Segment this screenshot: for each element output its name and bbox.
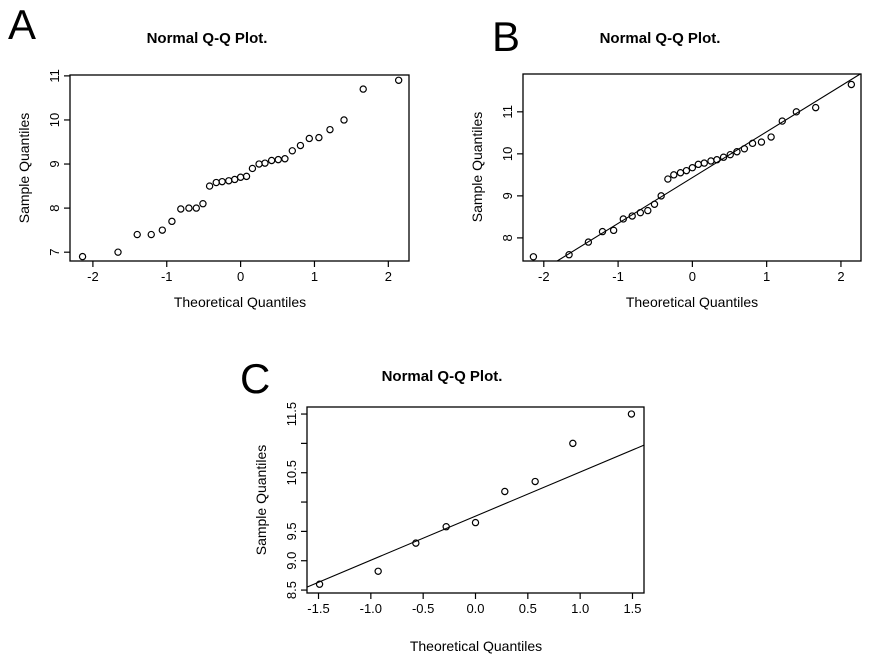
data-point	[502, 488, 508, 494]
qq-plot-chart-a	[0, 0, 440, 330]
data-point	[148, 231, 154, 237]
y-tick-label: 9.0	[284, 551, 299, 570]
y-tick-label: 11	[47, 69, 62, 83]
data-point	[472, 519, 478, 525]
data-point	[651, 201, 657, 207]
x-axis-label-b: Theoretical Quantiles	[625, 294, 759, 310]
qq-plot-panel-a	[0, 0, 440, 330]
data-point	[226, 178, 232, 184]
data-point	[213, 179, 219, 185]
x-tick-label: 0.5	[518, 601, 537, 616]
y-tick-label: 11.5	[284, 401, 299, 427]
x-tick-label: -2	[538, 269, 550, 284]
data-point	[683, 168, 689, 174]
data-point	[159, 227, 165, 233]
panel-letter-b: B	[492, 13, 521, 60]
data-point	[79, 253, 85, 259]
data-point	[532, 478, 538, 484]
data-point	[645, 207, 651, 213]
data-point	[219, 179, 225, 185]
x-tick-label: 1	[310, 269, 319, 284]
data-point	[813, 105, 819, 111]
y-tick-label: 10	[500, 146, 515, 162]
reference-line	[557, 74, 860, 261]
data-point	[297, 142, 303, 148]
chart-title-a: Normal Q-Q Plot.	[146, 30, 268, 47]
y-tick-label: 7	[47, 248, 62, 256]
x-tick-label: 1	[763, 269, 771, 284]
data-point	[570, 440, 576, 446]
data-point	[396, 77, 402, 83]
data-point	[677, 170, 683, 176]
data-point	[628, 411, 634, 417]
data-point	[186, 205, 192, 211]
y-tick-label: 8	[47, 204, 62, 212]
data-point	[758, 139, 764, 145]
x-axis-label-c: Theoretical Quantiles	[409, 638, 543, 654]
data-point	[637, 210, 643, 216]
y-tick-label: 10.5	[284, 460, 299, 486]
x-tick-label: -1	[612, 269, 624, 284]
data-point	[749, 140, 755, 146]
data-point	[768, 134, 774, 140]
plot-box	[523, 74, 861, 261]
panel-letter-c: C	[240, 355, 271, 402]
x-axis-label-a: Theoretical Quantiles	[173, 294, 307, 310]
data-point	[115, 249, 121, 255]
data-point	[200, 201, 206, 207]
y-tick-label: 8.5	[284, 581, 299, 600]
data-point	[178, 206, 184, 212]
y-tick-label: 11	[500, 105, 515, 119]
data-point	[306, 135, 312, 141]
data-point	[611, 227, 617, 233]
plot-box	[307, 407, 644, 593]
data-point	[530, 254, 536, 260]
data-point	[243, 173, 249, 179]
data-point	[327, 127, 333, 133]
x-tick-label: -1.0	[359, 601, 383, 616]
data-point	[275, 157, 281, 163]
data-point	[134, 231, 140, 237]
data-point	[206, 183, 212, 189]
data-point	[169, 218, 175, 224]
data-point	[289, 148, 295, 154]
qq-plot-panel-b	[432, 0, 872, 330]
data-point	[232, 176, 238, 182]
data-point	[282, 156, 288, 162]
y-axis-label-a: Sample Quantiles	[16, 112, 32, 224]
data-point	[256, 161, 262, 167]
y-axis-label-b: Sample Quantiles	[469, 111, 485, 223]
qq-plot-panel-c	[216, 330, 656, 659]
x-tick-label: 1.0	[571, 601, 590, 616]
x-tick-label: -1.5	[307, 601, 330, 616]
data-point	[665, 176, 671, 182]
chart-title-c: Normal Q-Q Plot.	[381, 368, 503, 385]
data-point	[741, 146, 747, 152]
y-tick-label: 9	[47, 160, 62, 168]
data-point	[701, 160, 707, 166]
x-tick-label: 1.5	[623, 601, 642, 616]
data-point	[671, 172, 677, 178]
data-point	[262, 160, 268, 166]
data-point	[360, 86, 366, 92]
x-tick-label: -1	[160, 269, 173, 284]
y-tick-label: 8	[500, 234, 515, 242]
data-point	[316, 134, 322, 140]
panel-letter-a: A	[8, 1, 37, 48]
x-tick-label: 0	[688, 269, 696, 284]
data-point	[689, 165, 695, 171]
chart-title-b: Normal Q-Q Plot.	[599, 30, 721, 47]
y-axis-label-c: Sample Quantiles	[253, 444, 269, 556]
data-point	[193, 205, 199, 211]
x-tick-label: 0	[236, 269, 245, 284]
data-point	[695, 161, 701, 167]
data-point	[341, 117, 347, 123]
x-tick-label: -2	[87, 269, 99, 284]
y-tick-label: 10	[47, 112, 62, 128]
x-tick-label: 2	[384, 269, 392, 284]
data-point	[249, 165, 255, 171]
data-point	[238, 174, 244, 180]
x-tick-label: 0.0	[466, 601, 485, 616]
plot-box	[70, 75, 409, 261]
data-point	[269, 157, 275, 163]
y-tick-label: 9.5	[284, 522, 299, 541]
y-tick-label: 9	[500, 192, 515, 200]
x-tick-label: 2	[837, 269, 845, 284]
data-point	[375, 568, 381, 574]
data-point	[848, 81, 854, 87]
data-point	[708, 158, 714, 164]
x-tick-label: -0.5	[411, 601, 435, 616]
reference-line	[307, 445, 644, 587]
